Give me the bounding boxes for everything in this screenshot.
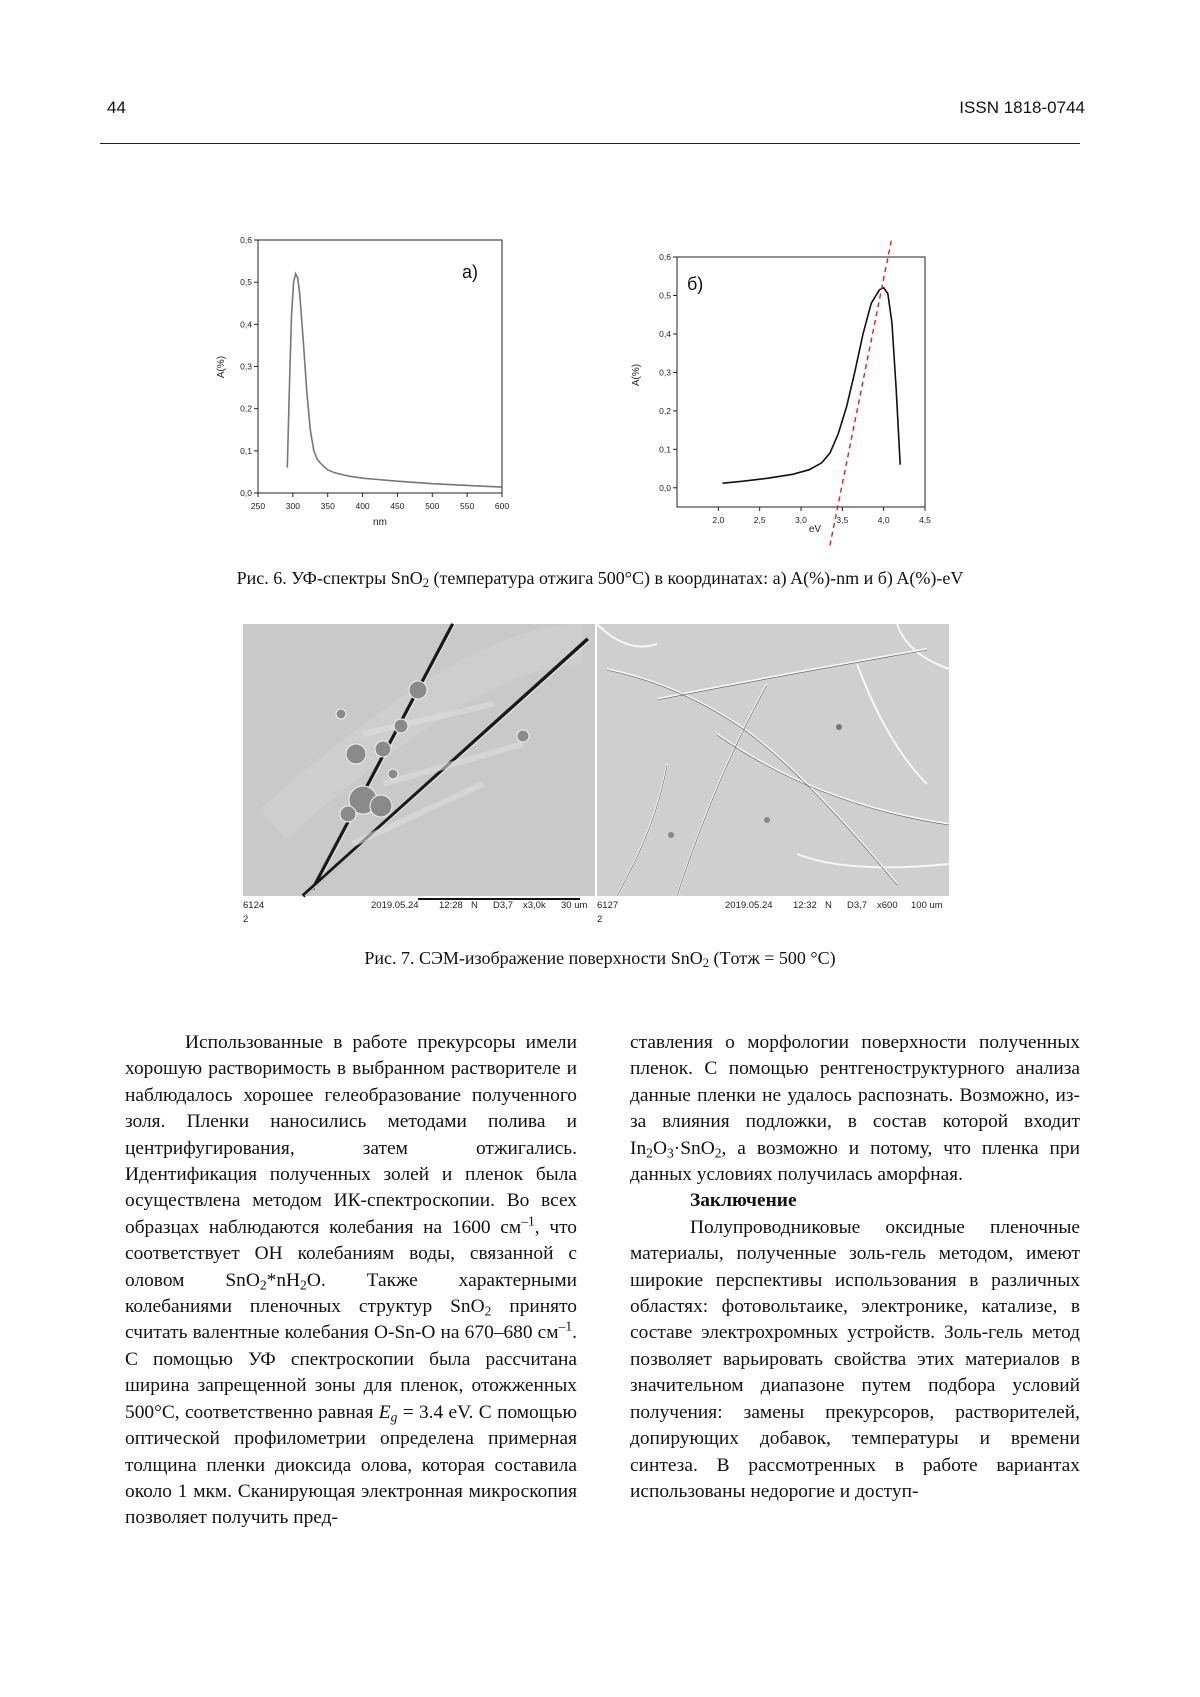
fit-line	[830, 238, 892, 546]
x-tick-label: 550	[460, 501, 474, 511]
x-tick-label: 3,0	[795, 515, 807, 525]
y-tick-label: 0,0	[659, 483, 671, 493]
y-tick-label: 0,6	[659, 252, 671, 262]
y-tick-label: 0,3	[659, 367, 671, 377]
x-tick-label: 350	[321, 501, 335, 511]
sem-micrograph-right	[597, 624, 949, 896]
x-tick-label: 3,5	[836, 515, 848, 525]
x-tick-label: 400	[355, 501, 369, 511]
figure7-caption: Рис. 7. СЭМ-изображение поверхности SnO2 (Tотж = 500 °С)	[0, 948, 1200, 969]
x-axis-label: nm	[373, 517, 387, 528]
x-axis-label: eV	[809, 524, 822, 535]
uv-spectrum-nm-chart	[200, 220, 530, 520]
sem-micrograph-left	[243, 624, 595, 896]
paragraph: Полупроводниковые оксидные пленочные материалы, полученные золь-гель методом, имеют широкие перспективы использования в различных областях: фотовольтаике, электронике, катализе, в составе электрохромных устройств. Золь-гель метод позволяет варьировать свойства этих материалов в значительном диапазоне путем подбора условий получения: замены прекурсоров, растворителей, допирующих добавок, температуры и времени синтеза. В рассмотренных в работе вариантах использованы недорогие и доступ-	[630, 1215, 1080, 1505]
paragraph: ставления о морфологии поверхности полученных пленок. С помощью рентгеноструктурного анализа данные пленки не удалось распознать. Возможно, из-за влияния подложки, в состав которой входит In2O3·SnO2, а возможно и потому, что пленка при данных условиях получилась аморфная.	[630, 1030, 1080, 1188]
page-number: 44	[107, 98, 126, 118]
x-tick-label: 250	[251, 501, 265, 511]
y-tick-label: 0,5	[659, 290, 671, 300]
y-tick-label: 0,0	[240, 488, 252, 498]
uv-spectrum-ev-chart	[625, 235, 965, 535]
y-tick-label: 0,4	[659, 329, 671, 339]
sem-image-left	[243, 624, 595, 924]
paragraph: Использованные в работе прекурсоры имели хорошую растворимость в выбранном растворителе и наблюдалось хорошее гелеобразование полученного золя. Пленки наносились методами полива и центрифугирования, затем отжигались. Идентификация полученных золей и пленок была осуществлена методом ИК-спектроскопии. Во всех образцах наблюдаются колебания на 1600 см–1, что соответствует ОН колебаниям воды, связанной с оловом SnO2*nH2O. Также характерными колебаниями пленочных структур SnO2 принято считать валентные колебания O-Sn-O на 670–680 см–1. С помощью УФ спектроскопии была рассчитана ширина запрещенной зоны для пленок, отожженных 500°С, соответственно равная Eg = 3.4 eV. С помощью оптической профилометрии определена примерная толщина пленки диоксида олова, которая составила около 1 мкм. Сканирующая электронная микроскопия позволяет получить пред-	[125, 1030, 577, 1532]
x-tick-label: 500	[425, 501, 439, 511]
y-tick-label: 0,1	[659, 444, 671, 454]
x-tick-label: 2,5	[754, 515, 766, 525]
y-tick-label: 0,4	[240, 319, 252, 329]
header-rule	[100, 143, 1080, 144]
figure6-caption: Рис. 6. УФ-спектры SnO2 (температура отжига 500°С) в координатах: а) A(%)-nm и б) A(%)-eV	[0, 568, 1200, 589]
x-tick-label: 600	[495, 501, 509, 511]
y-tick-label: 0,2	[659, 406, 671, 416]
x-tick-label: 4,0	[878, 515, 890, 525]
y-tick-label: 0,6	[240, 235, 252, 245]
x-tick-label: 300	[286, 501, 300, 511]
y-tick-label: 0,3	[240, 362, 252, 372]
x-tick-label: 2,0	[712, 515, 724, 525]
right-column	[630, 1030, 1080, 1505]
x-tick-label: 4,5	[919, 515, 931, 525]
y-axis-label: A(%)	[216, 356, 227, 378]
sem-info-bar-left: 6124 2 2019.05.24 12:28 N D3,7 x3,0k 30 um	[243, 898, 595, 924]
y-tick-label: 0,2	[240, 404, 252, 414]
panel-label-b: б)	[687, 274, 703, 294]
left-column	[125, 1030, 577, 1532]
sem-scale-bar	[418, 898, 580, 900]
y-tick-label: 0,5	[240, 277, 252, 287]
issn: ISSN 1818-0744	[959, 98, 1085, 118]
y-axis-label: A(%)	[631, 364, 642, 386]
sem-info-bar-right: 6127 2 2019.05.24 12:32 N D3,7 x600 100 um	[597, 898, 949, 924]
section-heading: Заключение	[630, 1188, 1080, 1214]
data-line	[723, 288, 901, 483]
panel-label-a: a)	[462, 262, 478, 282]
y-tick-label: 0,1	[240, 446, 252, 456]
sem-image-right	[597, 624, 949, 924]
x-tick-label: 450	[390, 501, 404, 511]
data-line	[287, 274, 502, 487]
